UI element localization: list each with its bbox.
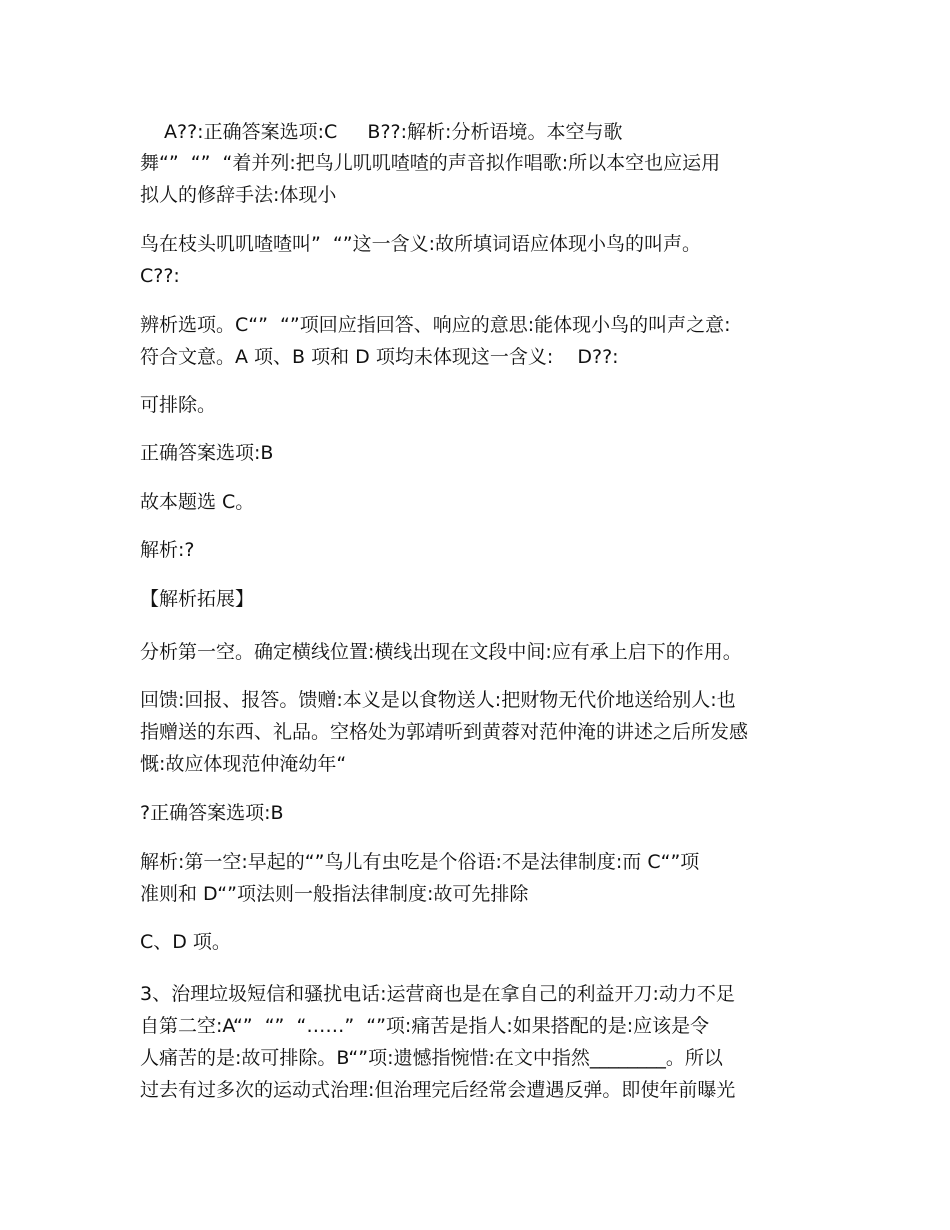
paragraph-3: 辨析选项。C“” “”项回应指回答、响应的意思:能体现小鸟的叫声之意: 符合文意。A 项、B 项和 D 项均未体现这一含义: D??: — [140, 314, 731, 368]
paragraph-11: ?正确答案选项:B — [140, 802, 284, 824]
paragraph-5: 正确答案选项:B — [140, 442, 274, 464]
paragraph-6: 故本题选 C。 — [140, 491, 255, 513]
paragraph-4: 可排除。 — [140, 394, 217, 416]
paragraph-13: C、D 项。 — [140, 931, 231, 953]
paragraph-8: 【解析拓展】 — [140, 588, 255, 610]
paragraph-2: 鸟在枝头叽叽喳喳叫” “”这一含义:故所填词语应体现小鸟的叫声。 C??: — [140, 233, 702, 287]
paragraph-1-first-line: A??:正确答案选项:C B??:解析:分析语境。本空与歌 — [164, 121, 623, 143]
paragraph-14: 3、治理垃圾短信和骚扰电话:运营商也是在拿自己的利益开刀:动力不足 自第二空:A“” “” “……” “”项:痛苦是指人:如果搭配的是:应该是令 人痛苦的是:故可排除。B“”项:遗憾指惋惜:在文中指然________。所以 过去有过多次的运动式治理:但治理完后经常会遭遇反弹。即使年前曝光 — [140, 983, 736, 1101]
paragraph-7: 解析:? — [140, 539, 195, 561]
paragraph-9: 分析第一空。确定横线位置:横线出现在文段中间:应有承上启下的作用。 — [140, 641, 742, 663]
paragraph-1-continuation: 舞“” “” “着并列:把鸟儿叽叽喳喳的声音拟作唱歌:所以本空也应运用 拟人的修辞手法:体现小 — [140, 152, 721, 206]
paragraph-12: 解析:第一空:早起的“”鸟儿有虫吃是个俗语:不是法律制度:而 C“”项 准则和 D“”项法则一般指法律制度:故可先排除 — [140, 851, 700, 905]
paragraph-10: 回馈:回报、报答。馈赠:本义是以食物送人:把财物无代价地送给别人:也 指赠送的东西、礼品。空格处为郭靖听到黄蓉对范仲淹的讲述之后所发感 慨:故应体现范仲淹幼年“ — [140, 689, 749, 775]
